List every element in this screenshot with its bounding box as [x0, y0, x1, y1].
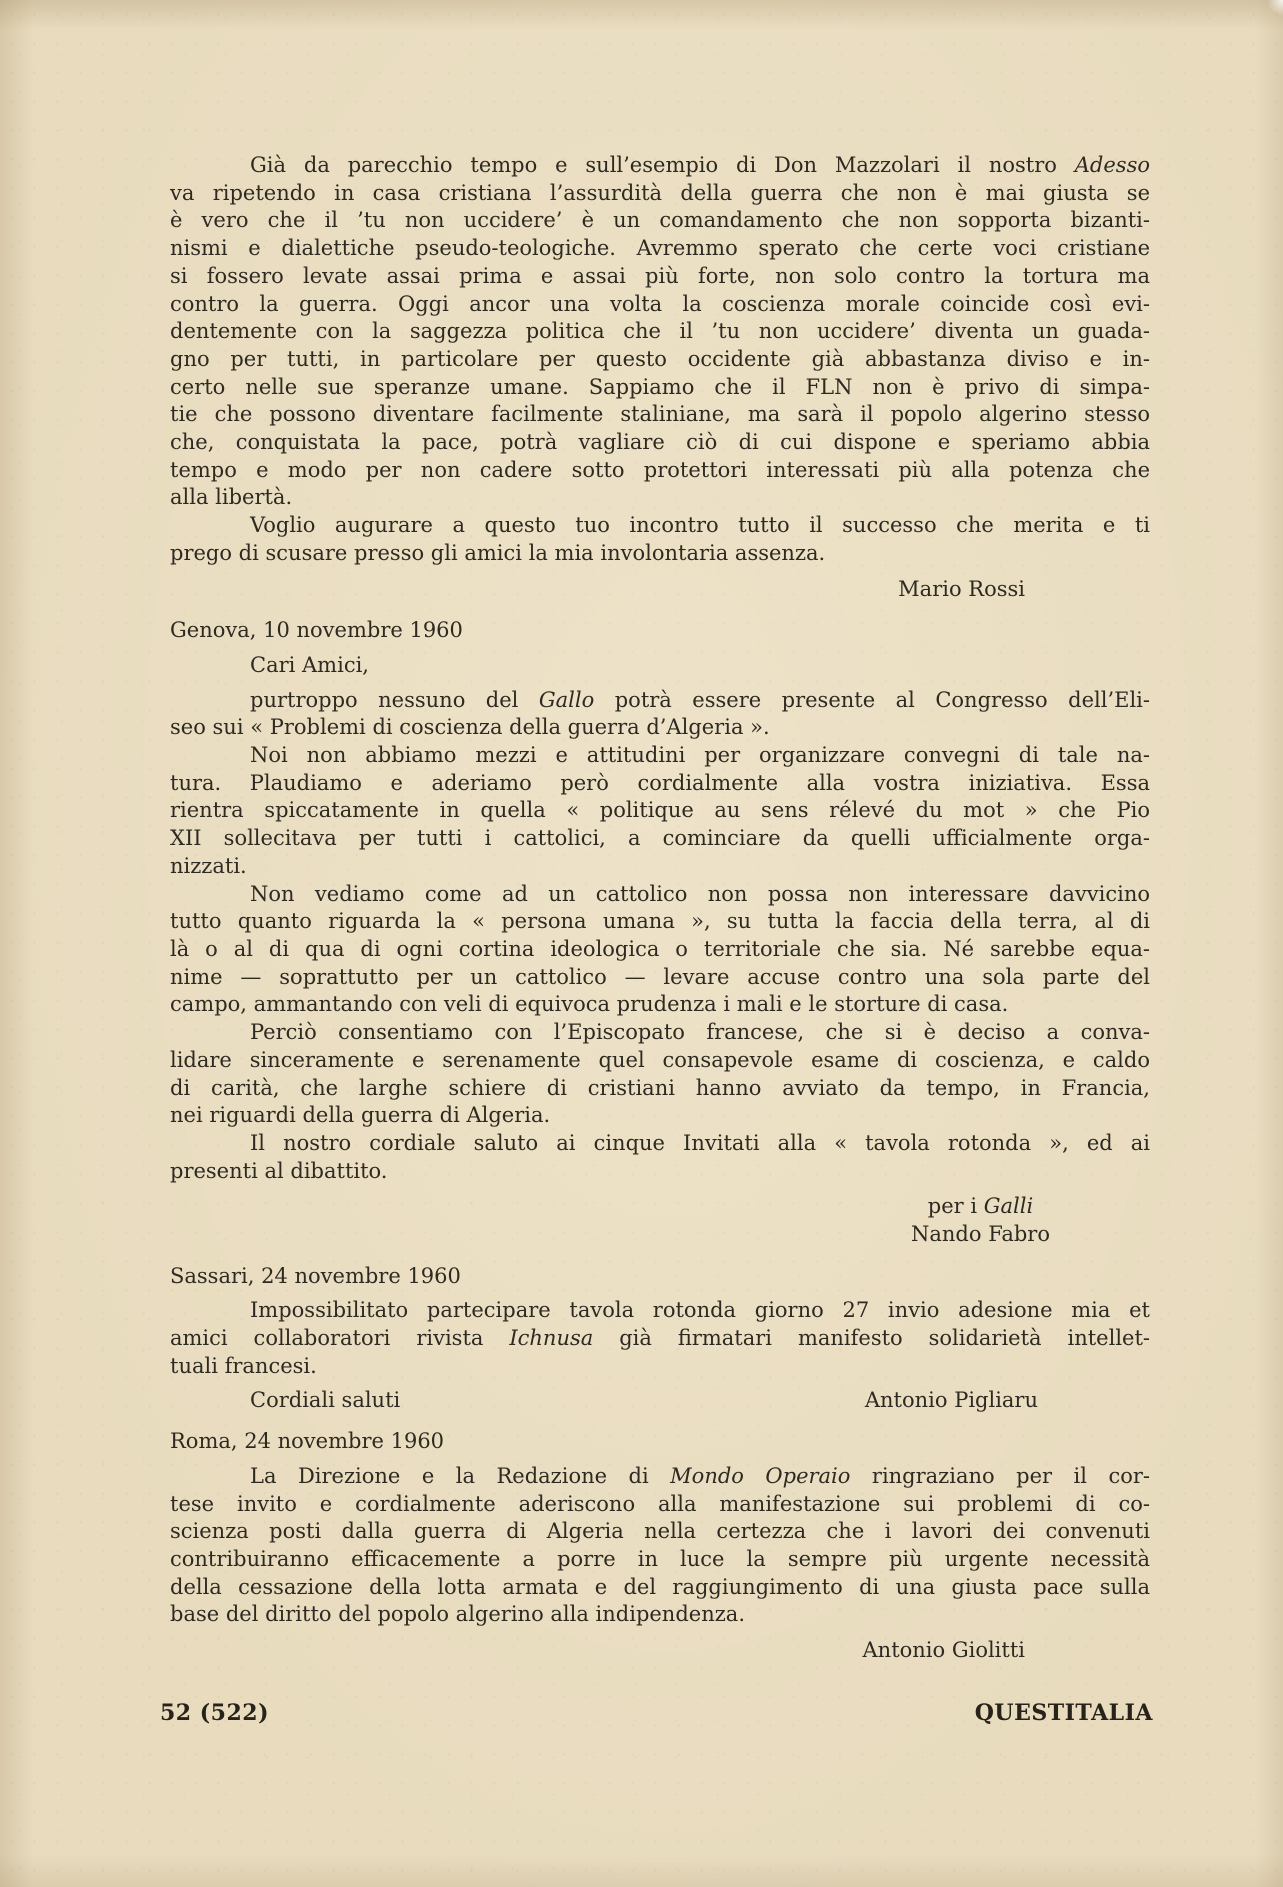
text-line: tutto quanto riguarda la « persona umana », su tutta la faccia della terra, al di	[170, 909, 1150, 934]
text-line: Perciò consentiamo con l’Episcopato francese, che si è deciso a conva-	[250, 1020, 1150, 1045]
text-line: è vero che il ’tu non uccidere’ è un comandamento che non sopporta bizanti-	[170, 208, 1150, 233]
text-line: contro la guerra. Oggi ancor una volta la coscienza morale coincide così evi-	[170, 291, 1150, 316]
text-line: della cessazione della lotta armata e del raggiungimento di una giusta pace sulla	[170, 1574, 1150, 1599]
signature-line: per i Galli	[927, 1194, 1034, 1219]
journal-title: QUESTITALIA	[974, 1700, 1153, 1726]
text-line: tempo e modo per non cadere sotto protettori interessati più alla potenza che	[170, 457, 1150, 482]
paragraph	[170, 512, 1150, 567]
dateline: Genova, 10 novembre 1960	[170, 618, 463, 643]
text-line: Voglio augurare a questo tuo incontro tutto il successo che merita e ti	[250, 513, 1150, 538]
signature-line: Antonio Pigliaru	[864, 1387, 1038, 1412]
dateline: Roma, 24 novembre 1960	[170, 1429, 445, 1454]
signature-block	[863, 1637, 1026, 1665]
text-column	[170, 152, 1150, 1675]
paragraph	[170, 1463, 1150, 1629]
text-line: nime — soprattutto per un cattolico — levare accuse contro una sola parte del	[170, 964, 1150, 989]
text-line: nismi e dialettiche pseudo-teologiche. Avremmo sperato che certe voci cristiane	[170, 236, 1150, 261]
text-line: seo sui « Problemi di coscienza della guerra d’Algeria ».	[170, 715, 770, 740]
page-footer	[160, 1700, 1153, 1726]
text-line: va ripetendo in casa cristiana l’assurdità della guerra che non è mai giusta se	[170, 180, 1150, 205]
text-line: di carità, che larghe schiere di cristiani hanno avviato da tempo, in Francia,	[170, 1075, 1150, 1100]
closing-row	[170, 1387, 1150, 1415]
text-line: gno per tutti, in particolare per questo occidente già abbastanza diviso e in-	[170, 346, 1150, 371]
text-line: presenti al dibattito.	[170, 1158, 388, 1183]
paragraph	[170, 152, 1150, 512]
signature-block	[898, 576, 1025, 604]
text-line: certo nelle sue speranze umane. Sappiamo che il FLN non è privo di simpa-	[170, 374, 1150, 399]
text-line: nizzati.	[170, 853, 247, 878]
text-line: contribuiranno efficacemente a porre in luce la sempre più urgente necessità	[170, 1547, 1150, 1572]
signature-line: Mario Rossi	[898, 576, 1025, 601]
text-line: campo, ammantando con veli di equivoca prudenza i mali e le storture di casa.	[170, 992, 1009, 1017]
text-line: Già da parecchio tempo e sull’esempio di Don Mazzolari il nostro Adesso	[250, 153, 1150, 177]
text-line: scienza posti dalla guerra di Algeria nella certezza che i lavori dei convenuti	[170, 1519, 1150, 1544]
page-number: 52 (522)	[160, 1700, 270, 1726]
signature-line: Nando Fabro	[911, 1222, 1050, 1247]
paragraph	[170, 1130, 1150, 1185]
text-line: alla libertà.	[170, 485, 293, 510]
text-line: XII sollecitava per tutti i cattolici, a cominciare da quelli ufficialmente orga-	[170, 826, 1150, 851]
paragraph	[170, 742, 1150, 881]
paragraph	[170, 687, 1150, 742]
text-line: tese invito e cordialmente aderiscono alla manifestazione sui problemi di co-	[170, 1491, 1150, 1516]
text-line: prego di scusare presso gli amici la mia involontaria assenza.	[170, 540, 826, 565]
paragraph	[170, 1019, 1150, 1130]
text-line: dentemente con la saggezza politica che il ’tu non uccidere’ diventa un guada-	[170, 319, 1150, 344]
text-line: Il nostro cordiale saluto ai cinque Invitati alla « tavola rotonda », ed ai	[250, 1130, 1150, 1155]
text-line: tura. Plaudiamo e aderiamo però cordialmente alla vostra iniziativa. Essa	[170, 770, 1150, 795]
paragraph	[170, 881, 1150, 1020]
text-line: Non vediamo come ad un cattolico non possa non interessare davvicino	[250, 881, 1150, 906]
text-line: che, conquistata la pace, potrà vagliare ciò di cui dispone e speriamo abbia	[170, 430, 1150, 455]
text-line: Impossibilitato partecipare tavola rotonda giorno 27 invio adesione mia et	[250, 1298, 1150, 1323]
text-line: là o al di qua di ogni cortina ideologica o territoriale che sia. Né sarebbe equa-	[170, 936, 1150, 961]
text-line: tuali francesi.	[170, 1353, 317, 1378]
paragraph	[170, 1297, 1150, 1380]
salutation: Cari Amici,	[250, 652, 369, 677]
text-line: base del diritto del popolo algerino alla indipendenza.	[170, 1602, 745, 1627]
text-line: amici collaboratori rivista Ichnusa già firmatari manifesto solidarietà intellet-	[170, 1326, 1151, 1351]
text-line: lidare sinceramente e serenamente quel consapevole esame di coscienza, e caldo	[170, 1047, 1150, 1072]
text-line: La Direzione e la Redazione di Mondo Operaio ringraziano per il cor-	[250, 1463, 1150, 1488]
text-line: nei riguardi della guerra di Algeria.	[170, 1103, 551, 1128]
closing-left: Cordiali saluti	[250, 1387, 401, 1412]
signature-line: Antonio Giolitti	[862, 1638, 1025, 1663]
text-line: Noi non abbiamo mezzi e attitudini per organizzare convegni di tale na-	[250, 743, 1150, 768]
text-line: si fossero levate assai prima e assai più forte, non solo contro la tortura ma	[170, 263, 1150, 288]
text-line: tie che possono diventare facilmente staliniane, ma sarà il popolo algerino stesso	[170, 402, 1150, 427]
text-line: purtroppo nessuno del Gallo potrà essere presente al Congresso dell’Eli-	[250, 687, 1150, 712]
dateline: Sassari, 24 novembre 1960	[170, 1263, 461, 1288]
signature-block	[911, 1193, 1050, 1248]
text-line: rientra spiccatamente in quella « politique au sens rélevé du mot » che Pio	[170, 798, 1150, 823]
